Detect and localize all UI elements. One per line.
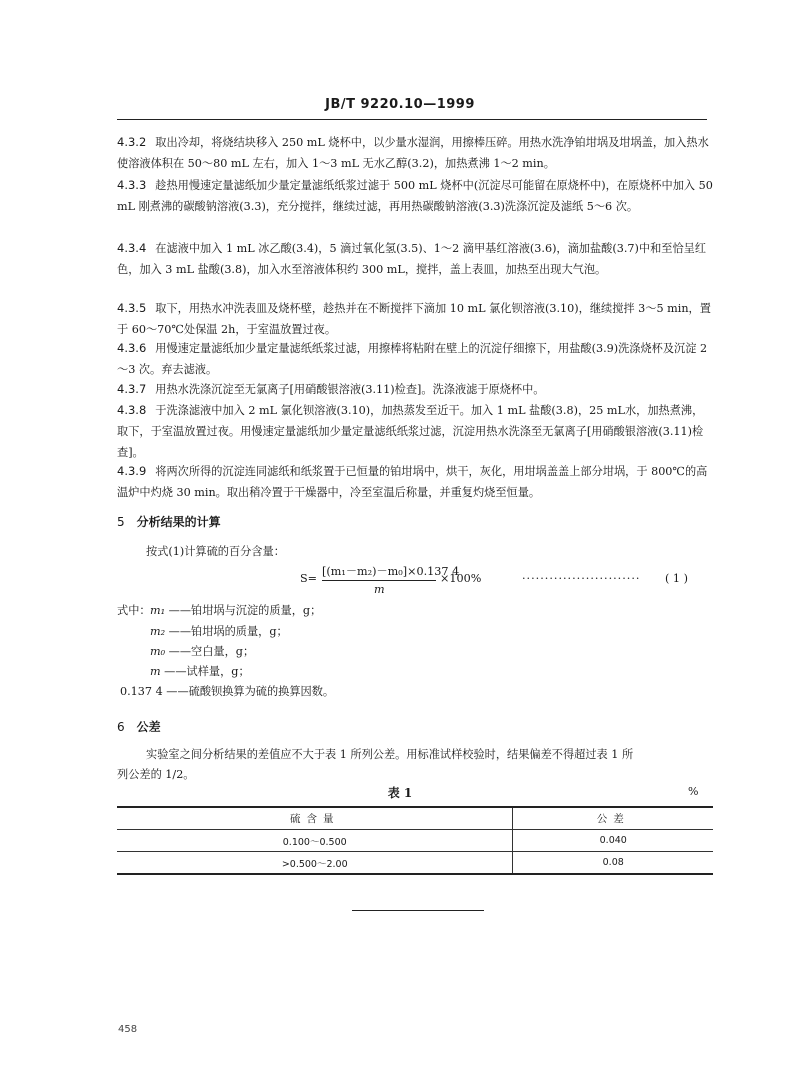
definition-factor: [120, 682, 334, 702]
clause-text: 用热水洗涤沉淀至无氯离子[用硝酸银溶液(3.11)检查]。洗涤液滤于原烧杯中。: [155, 383, 545, 396]
description: 铂坩埚与沉淀的质量，g；: [191, 604, 322, 617]
formula-leader-dots: ··························: [522, 572, 641, 585]
table-row: [117, 852, 713, 875]
clause-number: 4.3.6: [117, 341, 147, 355]
definition-m2: [150, 622, 288, 642]
clause-4-3-2: [117, 132, 713, 174]
header-rule: [117, 119, 707, 120]
clause-text: 趁热用慢速定量滤纸加少量定量滤纸纸浆过滤于 500 mL 烧杯中(沉淀尽可能留在原烧杯中)，在原烧杯中加入 50 mL 刚煮沸的碳酸钠溶液(3.3)，充分搅拌，继续过滤，再用热碳酸钠溶液(3.3)洗涤沉淀及滤纸 5～6 次。: [117, 179, 713, 213]
clause-text: 取出冷却，将烧结块移入 250 mL 烧杯中，以少量水湿润，用擦棒压碎。用热水洗净铂坩埚及坩埚盖，加入热水使溶液体积在 50～80 mL 左右，加入 1～3 mL 无水乙醇(3.2)，加热煮沸 1～2 min。: [117, 136, 709, 170]
sulfur-formula: [300, 563, 720, 599]
description: 硫酸钡换算为硫的换算因数。: [188, 685, 335, 698]
cell-tolerance: 0.040: [513, 830, 713, 852]
standard-header: JB/T 9220.10—1999: [325, 97, 475, 112]
cell-sulfur-range: >0.500～2.00: [117, 852, 513, 875]
clause-text: 取下，用热水冲洗表皿及烧杯壁，趁热并在不断搅拌下滴加 10 mL 氯化钡溶液(3.10)，继续搅拌 3～5 min，置于 60～70℃处保温 2h，于室温放置过夜。: [117, 302, 711, 336]
table-unit: %: [688, 785, 699, 798]
section-number: 6: [117, 720, 125, 734]
clause-number: 4.3.3: [117, 178, 147, 192]
table-header-row: [117, 807, 713, 830]
section-5-heading: [117, 513, 221, 530]
description: 试样量，g；: [186, 665, 250, 678]
clause-4-3-5: [117, 298, 713, 340]
tolerance-table: [117, 806, 713, 875]
cell-sulfur-range: 0.100～0.500: [117, 830, 513, 852]
clause-4-3-7: [117, 379, 713, 400]
dash: ——: [166, 685, 189, 698]
definition-m: [150, 662, 250, 682]
clause-number: 4.3.7: [117, 382, 147, 396]
symbol: m: [150, 665, 161, 678]
clause-4-3-9: [117, 461, 713, 503]
definition-m0: [150, 642, 254, 662]
dash: ——: [168, 604, 192, 617]
formula-numerator: [(m₁－m₂)－m₀]×0.137 4: [322, 565, 460, 578]
dash: ——: [168, 625, 192, 638]
clause-number: 4.3.4: [117, 241, 147, 255]
clause-number: 4.3.2: [117, 135, 147, 149]
clause-text: 于洗涤滤液中加入 2 mL 氯化钡溶液(3.10)，加热蒸发至近干。加入 1 mL 盐酸(3.8)，25 mL水，加热煮沸，取下，于室温放置过夜。用慢速定量滤纸加少量定量滤纸纸浆过滤，沉淀用热水洗涤至无氯离子[用硝酸银溶液(3.11)检查]。: [117, 404, 704, 459]
where-label: 式中：: [117, 604, 151, 617]
description: 铂坩埚的质量，g；: [191, 625, 288, 638]
clause-4-3-3: [117, 175, 713, 217]
symbol: m₁: [150, 604, 166, 617]
section-number: 5: [117, 515, 125, 529]
header-sulfur-content: 硫含量: [117, 807, 513, 830]
formula-intro: 按式(1)计算硫的百分含量：: [146, 545, 285, 558]
table-row: [117, 830, 713, 852]
clause-text: 在滤液中加入 1 mL 冰乙酸(3.4)，5 滴过氧化氢(3.5)、1～2 滴甲基红溶液(3.6)，滴加盐酸(3.7)中和至恰呈红色，加入 3 mL 盐酸(3.8)，加入水至溶液体积约 300 mL，搅拌，盖上表皿，加热至出现大气泡。: [117, 242, 707, 276]
symbol: 0.137 4: [120, 685, 163, 698]
end-of-document-rule: [352, 910, 484, 911]
clause-4-3-6: [117, 338, 713, 380]
clause-number: 4.3.5: [117, 301, 147, 315]
cell-tolerance: 0.08: [513, 852, 713, 875]
section-6-text-line2: 列公差的 1/2。: [117, 768, 195, 781]
dash: ——: [164, 665, 187, 678]
clause-text: 用慢速定量滤纸加少量定量滤纸纸浆过滤，用擦棒将粘附在壁上的沉淀仔细擦下，用盐酸(3.9)洗涤烧杯及沉淀 2～3 次。弃去滤液。: [117, 342, 708, 376]
clause-text: 将两次所得的沉淀连同滤纸和纸浆置于已恒量的铂坩埚中，烘干，灰化，用坩埚盖盖上部分坩埚，于 800℃的高温炉中灼烧 30 min。取出稍冷置于干燥器中，冷至室温后称量，并重复灼烧至恒量。: [117, 465, 708, 499]
formula-tail: ×100%: [440, 572, 482, 585]
section-6-heading: [117, 718, 161, 735]
clause-number: 4.3.8: [117, 403, 147, 417]
fraction-bar: [322, 580, 436, 581]
clause-number: 4.3.9: [117, 464, 147, 478]
clause-4-3-8: [117, 400, 713, 463]
section-6-text-line1: 实验室之间分析结果的差值应不大于表 1 所列公差。用标准试样校验时，结果偏差不得超过表 1 所: [146, 748, 634, 761]
section-title: 公差: [136, 720, 161, 734]
description: 空白量，g；: [191, 645, 255, 658]
formula-lhs: S=: [300, 572, 318, 585]
symbol: m₀: [150, 645, 166, 658]
clause-4-3-4: [117, 238, 713, 280]
header-tolerance: 公差: [513, 807, 713, 830]
table-title: 表 1: [387, 786, 413, 800]
symbol: m₂: [150, 625, 166, 638]
dash: ——: [168, 645, 192, 658]
definition-m1: [150, 601, 321, 621]
equation-number: ( 1 ): [665, 572, 688, 585]
formula-denominator: m: [374, 583, 385, 596]
section-title: 分析结果的计算: [136, 515, 221, 529]
page-number: 458: [118, 1024, 138, 1035]
